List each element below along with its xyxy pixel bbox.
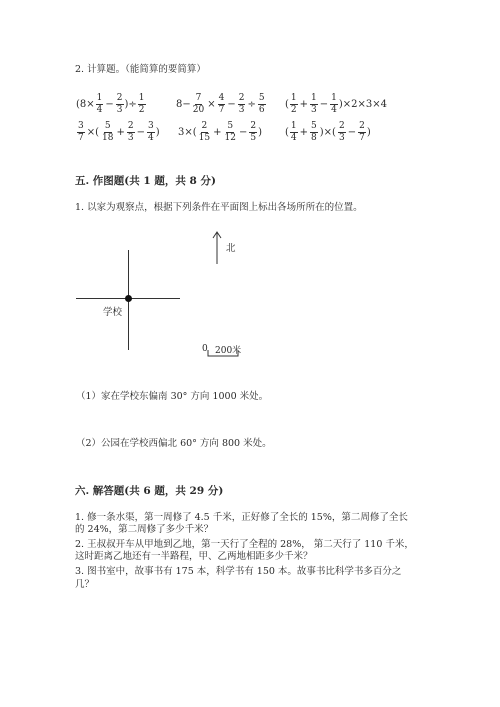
denominator: 7 [218, 105, 225, 115]
fraction [290, 122, 298, 143]
fraction [249, 122, 257, 143]
school-point [125, 295, 132, 302]
denominator: 3 [311, 105, 317, 115]
operator: − [227, 99, 236, 110]
operator: − [136, 127, 145, 138]
fraction [290, 94, 298, 115]
numerator: 4 [218, 93, 225, 103]
operator: − [347, 127, 357, 138]
fraction [358, 122, 366, 143]
operator: − [105, 99, 114, 110]
expr-text: 8− [176, 99, 191, 110]
denominator: 3 [338, 133, 345, 143]
denominator: 18 [102, 133, 114, 143]
north-label: 北 [226, 243, 236, 254]
numerator: 1 [96, 93, 103, 103]
calc-expr-3 [285, 94, 387, 115]
denominator: 3 [116, 105, 123, 115]
numerator: 1 [331, 93, 337, 103]
fraction [198, 122, 211, 143]
denominator: 5 [250, 133, 257, 143]
word-problem-2-line-2: 这时距离乙地还有一半路程，甲、乙两地相距多少千米？ [75, 551, 313, 562]
fraction [138, 94, 146, 115]
fraction [127, 122, 135, 143]
numerator: 5 [104, 121, 111, 131]
numerator: 2 [116, 93, 123, 103]
numerator: 5 [258, 93, 265, 103]
numerator: 1 [138, 93, 145, 103]
word-problem-3-line-2: 几？ [75, 579, 95, 590]
word-problem-1-line-1: 1. 修一条水渠，第一周修了 4.5 千米，正好修了全长的 15%，第二周修了全长 [75, 512, 408, 523]
denominator: 4 [331, 105, 337, 115]
numerator: 2 [250, 121, 257, 131]
operator: + [213, 127, 222, 138]
section-6-heading: 六. 解答题(共 6 题，共 29 分) [75, 485, 224, 497]
expr-text: ( [285, 99, 289, 110]
numerator: 7 [195, 93, 202, 103]
expr-text: (8× [76, 99, 95, 110]
numerator: 3 [147, 121, 154, 131]
section-5-heading: 五. 作图题(共 1 题，共 8 分) [75, 175, 216, 187]
fraction [330, 94, 338, 115]
denominator: 6 [258, 105, 265, 115]
denominator: 7 [359, 133, 365, 143]
north-arrow-icon [211, 230, 223, 264]
calc-expr-6 [285, 122, 371, 143]
fraction [101, 122, 114, 143]
fraction [310, 94, 318, 115]
numerator: 2 [127, 121, 134, 131]
drawing-question-1: 1. 以家为观察点，根据下列条件在平面图上标出各场所所在的位置。 [75, 202, 363, 213]
denominator: 3 [238, 105, 245, 115]
operator: × [207, 99, 216, 110]
drawing-subquestion-2: （2）公园在学校西偏北 60° 方向 800 米处。 [76, 438, 272, 449]
numerator: 2 [201, 121, 208, 131]
numerator: 5 [311, 121, 317, 131]
numerator: 1 [311, 93, 317, 103]
fraction [238, 94, 246, 115]
fraction [77, 122, 85, 143]
operator: + [299, 127, 309, 138]
fraction [218, 94, 226, 115]
denominator: 8 [311, 133, 317, 143]
fraction [310, 122, 318, 143]
denominator: 4 [147, 133, 154, 143]
word-problem-3-line-1: 3. 图书室中，故事书有 175 本，科学书有 150 本。故事书比科学书多百分之 [75, 566, 402, 577]
drawing-subquestion-1: （1）家在学校东偏南 30° 方向 1000 米处。 [76, 391, 269, 402]
school-label: 学校 [103, 307, 123, 318]
fraction [338, 122, 346, 143]
expr-text: ( [285, 127, 289, 138]
expr-text: ) [366, 127, 371, 138]
fraction [147, 122, 155, 143]
word-problem-2-line-1: 2. 王叔叔开车从甲地到乙地，第一天行了全程的 28%， 第二天行了 110 千米， [75, 539, 414, 550]
fraction [192, 94, 205, 115]
denominator: 4 [290, 133, 297, 143]
numerator: 2 [359, 121, 365, 131]
numerator: 5 [227, 121, 234, 131]
operator: − [319, 99, 329, 110]
numerator: 1 [290, 121, 297, 131]
denominator: 4 [96, 105, 103, 115]
denominator: 3 [127, 133, 134, 143]
calc-expr-2 [176, 94, 267, 115]
denominator: 15 [198, 133, 211, 143]
fraction [96, 94, 104, 115]
expr-text: )×2×3×4 [338, 99, 388, 110]
expr-text: ) [258, 127, 262, 138]
scale-zero: 0 [202, 344, 208, 354]
numerator: 2 [338, 121, 345, 131]
expr-text: )÷ [124, 99, 137, 110]
word-problem-1-line-2: 的 24%，第二周修了多少千米？ [75, 524, 214, 535]
fraction [116, 94, 124, 115]
operator: + [116, 127, 125, 138]
denominator: 20 [192, 105, 205, 115]
numerator: 3 [78, 121, 84, 131]
denominator: 12 [224, 133, 236, 143]
operator: + [299, 99, 309, 110]
denominator: 7 [78, 133, 84, 143]
expr-text: 3×( [178, 127, 197, 138]
operator: ÷ [247, 99, 256, 110]
calc-expr-5 [178, 122, 262, 143]
numerator: 1 [290, 93, 297, 103]
scale-label: 200米 [215, 346, 242, 356]
denominator: 2 [290, 105, 297, 115]
operator: )×( [319, 127, 336, 138]
calc-expr-1 [76, 94, 147, 115]
fraction [258, 94, 266, 115]
expr-text: ) [155, 127, 160, 138]
numerator: 2 [238, 93, 245, 103]
operator: − [238, 127, 248, 138]
calc-section-title: 2. 计算题。（能简算的要简算） [75, 64, 206, 75]
fraction [224, 122, 237, 143]
calc-expr-4 [76, 122, 160, 143]
denominator: 2 [138, 105, 145, 115]
operator: ×( [86, 127, 100, 138]
scale-bar [207, 350, 241, 358]
